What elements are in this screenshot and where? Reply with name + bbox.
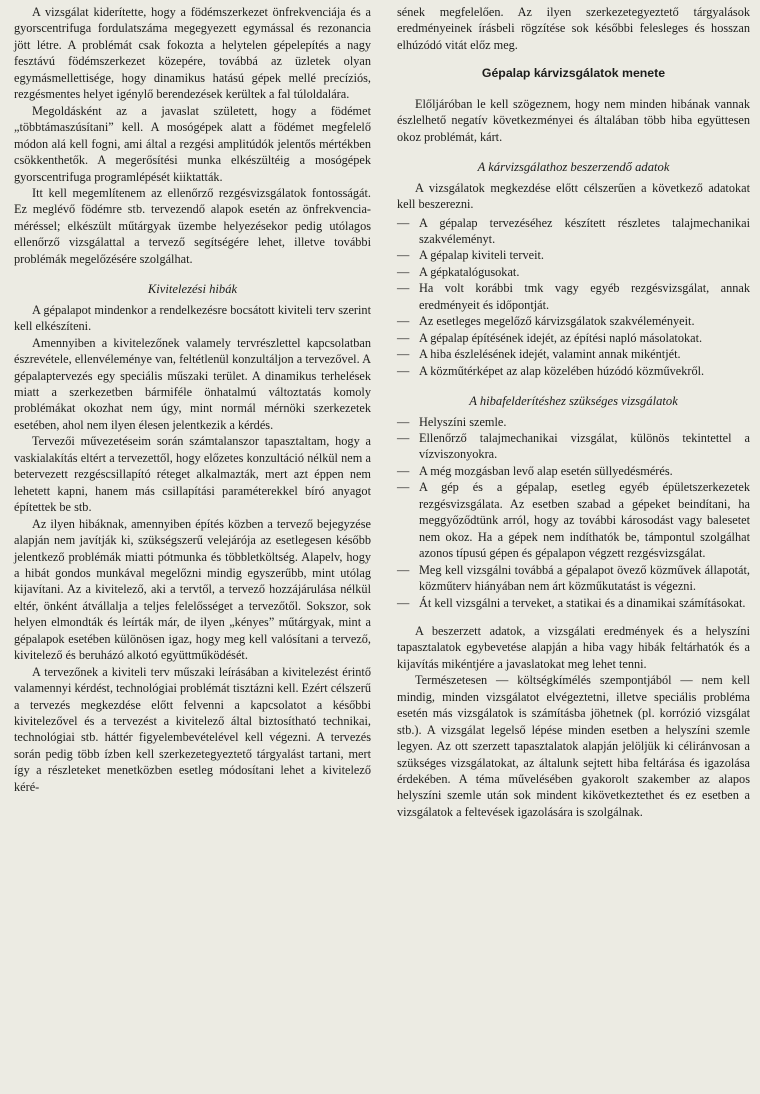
paragraph: A beszerzett adatok, a vizsgálati eredmények és a helyszíni tapasztalatok egybevetése alapján a hiba vagy hibák feltárhatók és a kijavítás mikéntjére a javaslatokat meg lehet tenni. [397,623,750,671]
paragraph: sének megfelelően. Az ilyen szerkezetegyeztető tárgyalások eredményeinek írásbeli rögzítése sok későbbi felesleges és hosszan elhúzódó vitát előz meg. [397,5,750,52]
list-item: — A még mozgásban levő alap esetén süllyedésmérés. [397,463,750,479]
paragraph: A vizsgálatok megkezdése előtt célszerűen a következő adatokat kell beszerezni. [397,180,750,212]
list-item: — Ellenőrző talajmechanikai vizsgálat, különös tekintettel a vízviszonyokra. [397,430,750,463]
list-item: — Ha volt korábbi tmk vagy egyéb rezgésvizsgálat, annak eredményeit és időpontját. [397,280,750,313]
list-item: — Az esetleges megelőző kárvizsgálatok szakvéleményeit. [397,313,750,329]
section-heading: Kivitelezési hibák [147,282,238,297]
left-column [14,4,371,795]
section-title: Gépalap kárvizsgálatok menete [481,66,666,81]
data-list [397,215,750,380]
list-item: — A gépkatalógusokat. [397,264,750,280]
subsection-heading: A hibafelderítéshez szükséges vizsgálatok [469,394,678,409]
list-item: — Helyszíni szemle. [397,414,750,430]
paragraph: Tervezői művezetéseim során számtalanszor tapasztaltam, hogy a vaskialakítás eltért a tervezettől, hogy előzetes konzultáció nélkül nem a betervezett rezgéscsillapító réteget alkalmazták, mert azt éppen nem lehetett kapni, hanem más csillapítási paraméterekkel bíró anyagot építettek be stb. [14,434,371,515]
paragraph: A tervezőnek a kiviteli terv műszaki leírásában a kivitelezést érintő valamennyi kérdést, technológiai problémát tisztázni kell. Ezért célszerű a tervezés megkezdése előtt felvenni a kapcsolatot a későbbi kivitelezővel és a tervezést a kivitelező által biztosítható technikai, technológiai stb. háttér figyelembevételével kell végezni. A tervezés során pedig több ízben kell szerkezetegyeztető tárgyalást tartani, mert így a részleteket menetközben esetleg módosítani lehet a kivitelező kéré- [14,664,371,794]
list-item: — A gépalap építésének idejét, az építési napló másolatokat. [397,330,750,346]
list-item: — Meg kell vizsgálni továbbá a gépalapot övező közművek állapotát, közműterv hiányában nem árt közműkutatást is végezni. [397,562,750,595]
paragraph: A vizsgálat kiderítette, hogy a födémszerkezet önfrekvenciája és a gyorscentrifuga fordulatszáma megegyezett egymással és rezonancia jött létre. A problémát csak fokozta a helytelen gépelepítés a nagy fesztávú födémszerkezet közepére, továbbá az üzletek olyan egymásmellettisége, hogy dinamikus hatású gépek mellé precíziós, rezgésmentes helyet igénylő berendezések kerültek a fal túloldalára. [14,5,371,102]
inspection-list [397,414,750,611]
paragraph: Amennyiben a kivitelezőnek valamely tervrészlettel kapcsolatban észrevétele, ellenvéleménye van, feltétlenül konzultáljon a tervezővel. A gépalaptervezés egy speciális műszaki terület. A dinamikus terhelések miatt a szerkezetben bármiféle önhatalmú változtatás komoly problémákat okozhat nem úgy, mint normál mérnöki szerkezetek esetében, ahol nem ilyen élesen jelentkezik a kérdés. [14,335,371,432]
list-item: — A gép és a gépalap, esetleg egyéb épületszerkezetek rezgésvizsgálata. Az esetben szabad a gépeket beindítani, ha meggyőződtünk arról, hogy az további károsodást vagy balesetet nem okoz. Ha a gépek nem indíthatók be, támpontul szolgálhat azonos típusú gépen és gépalapon végzett rezgésvizsgálat. [397,479,750,561]
paragraph: Itt kell megemlítenem az ellenőrző rezgésvizsgálatok fontosságát. Ez meglévő födémre stb. tervezendő alapok esetén az önfrekvencia-méréssel; elkészült műtárgyak üzembe helyezésekor pedig utólagos ellenőrző vizsgálattal a tervező segítségére lehet, illetve további problémák megelőzésére szolgálhat. [14,185,371,266]
paragraph: Előljáróban le kell szögeznem, hogy nem minden hibának vannak észlelhető negatív következményei és általában több hiba együttesen okoz problémát, kárt. [397,96,750,144]
subsection-heading: A kárvizsgálathoz beszerzendő adatok [477,160,670,175]
right-column [397,4,750,820]
list-item: — A gépalap tervezéséhez készített részletes talajmechanikai szakvéleményt. [397,215,750,248]
list-item: — Át kell vizsgálni a terveket, a statikai és a dinamikai számításokat. [397,595,750,611]
paragraph: Az ilyen hibáknak, amennyiben építés közben a tervező bejegyzése alapján nem javítják ki, szükségszerű velejárója az esetlegesen később jelentkező problémák miatti pótmunka és többletköltség. Alapelv, hogy a hibát gondos munkával megelőzni mindig egyszerűbb, mint utólag kijavítani. Az a kivitelező, aki a tervtől, a tervező hozzájárulása nélkül eltér, önként átvállalja a teljes felelősséget a tervezőtől. Sokszor, sok helyen elmondták és leírták már, de ilyen „kényes” műtárgyak, mint a gépalapok esetében különösen igaz, hogy meg kell valósítani a tervező, kivitelező és beruházó alkotó együttműködését. [14,516,371,663]
list-item: — A hiba észlelésének idejét, valamint annak mikéntjét. [397,346,750,362]
list-item: — A gépalap kiviteli terveit. [397,247,750,263]
paragraph: A gépalapot mindenkor a rendelkezésre bocsátott kiviteli terv szerint kell elkészíteni. [14,302,371,334]
paragraph: Megoldásként az a javaslat született, hogy a födémet „többtámaszúsítani” kell. A mosógépek alatt a födémet megfelelő módon alá kell fogni, ami által a rezgési amplitúdók jelentős mértékben csökkenthetők. A megerősítési munka elkészültéig a mosógépek gyorscentrifuga programlépését kiiktatták. [14,103,371,184]
list-item: — A közműtérképet az alap közelében húzódó közművekről. [397,363,750,379]
paragraph: Természetesen — költségkímélés szempontjából — nem kell mindig, minden vizsgálatot elvégeztetni, illetve speciális probléma esetén más vizsgálatok is számításba jöhetnek (pl. korrózió vizsgálat stb.). A vizsgálat legelső lépése minden esetben a helyszíni szemle legyen. Az ott szerzett tapasztalatok alapján jelöljük ki céliránvosan a szükséges vizsgálatokat, az általunk sejtett hiba feltárása és igazolása érdekében. A téma művelésében gyakorolt szakember az alapos helyszíni szemle után sok mindent kikövetkeztethet és ez esetben a vizsgálatok a feltevések igazolására is szolgálnak. [397,673,750,819]
